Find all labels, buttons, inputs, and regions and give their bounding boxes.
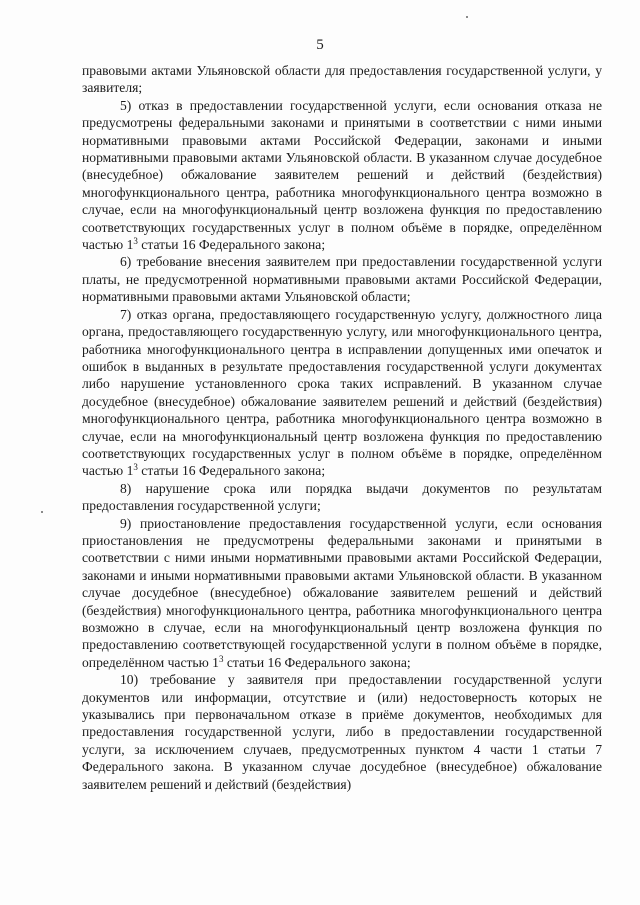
paragraph-p0 [82, 62, 602, 97]
paragraph-text: статьи 16 Федерального закона; [137, 463, 326, 479]
scan-speck [466, 16, 468, 18]
paragraph-p10 [82, 671, 602, 793]
superscript: 3 [133, 462, 138, 473]
paragraph-p6 [82, 253, 602, 305]
scan-speck [41, 511, 43, 513]
paragraph-p9 [82, 515, 602, 672]
paragraph-text: 6) требование внесения заявителем при предоставлении государственной услуги платы, не предусмотренной нормативными правовыми актами Российской Федерации, нормативными правовыми актами Ульяновской области; [82, 254, 602, 305]
paragraph-p7 [82, 306, 602, 480]
paragraph-text: статьи 16 Федерального закона; [137, 237, 326, 253]
paragraph-text: 9) приостановление предоставления государственной услуги, если основания приостановления не предусмотрены федеральными законами и принятыми в соответствии с ними иными нормативными правовыми актами Российской Федерации, законами и иными нормативными правовыми актами Ульяновской области. В указанном случае досудебное (внесудебное) обжалование заявителем решений и действий (бездействия) многофункционального центра, работника многофункционального центра возможно в случае, если на многофункциональный центр возложена функция по предоставлению соответствующей государственной услуги в полном объёме в порядке, определённом частью 1 [82, 515, 602, 670]
document-body [82, 62, 602, 793]
paragraph-text: 7) отказ органа, предоставляющего государственную услугу, должностного лица органа, предоставляющего государственную услугу, или многофункционального центра, работника многофункционального центра в исправлении допущенных ими опечаток и ошибок в выданных в результате предоставления государственной услуги документах либо нарушение установленного срока таких исправлений. В указанном случае досудебное (внесудебное) обжалование заявителем решений и действий (бездействия) многофункционального центра, работника многофункционального центра возможно в случае, если на многофункциональный центр возложена функция по предоставлению соответствующих государственных услуг в полном объёме в порядке, определённом частью 1 [82, 306, 602, 479]
page-number: 5 [316, 37, 324, 53]
paragraph-text: 10) требование у заявителя при предоставлении государственной услуги документов или информации, отсутствие и (или) недостоверность которых не указывались при первоначальном отказе в приёме документов, необходимых для предоставления государственной услуги, либо в предоставлении государственной услуги, за исключением случаев, предусмотренных пунктом 4 части 1 статьи 7 Федерального закона. В указанном случае досудебное (внесудебное) обжалование заявителем решений и действий (бездействия) [82, 672, 602, 792]
paragraph-p5 [82, 97, 602, 254]
paragraph-text: статьи 16 Федерального закона; [223, 654, 411, 670]
paragraph-text: 8) нарушение срока или порядка выдачи документов по результатам предоставления государственной услуги; [82, 480, 602, 514]
paragraph-text: правовыми актами Ульяновской области для предоставления государственной услуги, у заявителя; [82, 63, 602, 96]
paragraph-p8 [82, 480, 602, 515]
superscript: 3 [133, 236, 138, 247]
superscript: 3 [218, 653, 224, 664]
paragraph-text: 5) отказ в предоставлении государственной услуги, если основания отказа не предусмотрены федеральными законами и принятыми в соответствии с ними иными нормативными правовыми актами Российской Федерации, законами и иными нормативными правовыми актами Ульяновской области. В указанном случае досудебное (внесудебное) обжалование заявителем решений и действий (бездействия) многофункционального центра, работника многофункционального центра возможно в случае, если на многофункциональный центр возложена функция по предоставлению соответствующих государственных услуг в полном объёме в порядке, определённом частью 1 [82, 97, 602, 253]
